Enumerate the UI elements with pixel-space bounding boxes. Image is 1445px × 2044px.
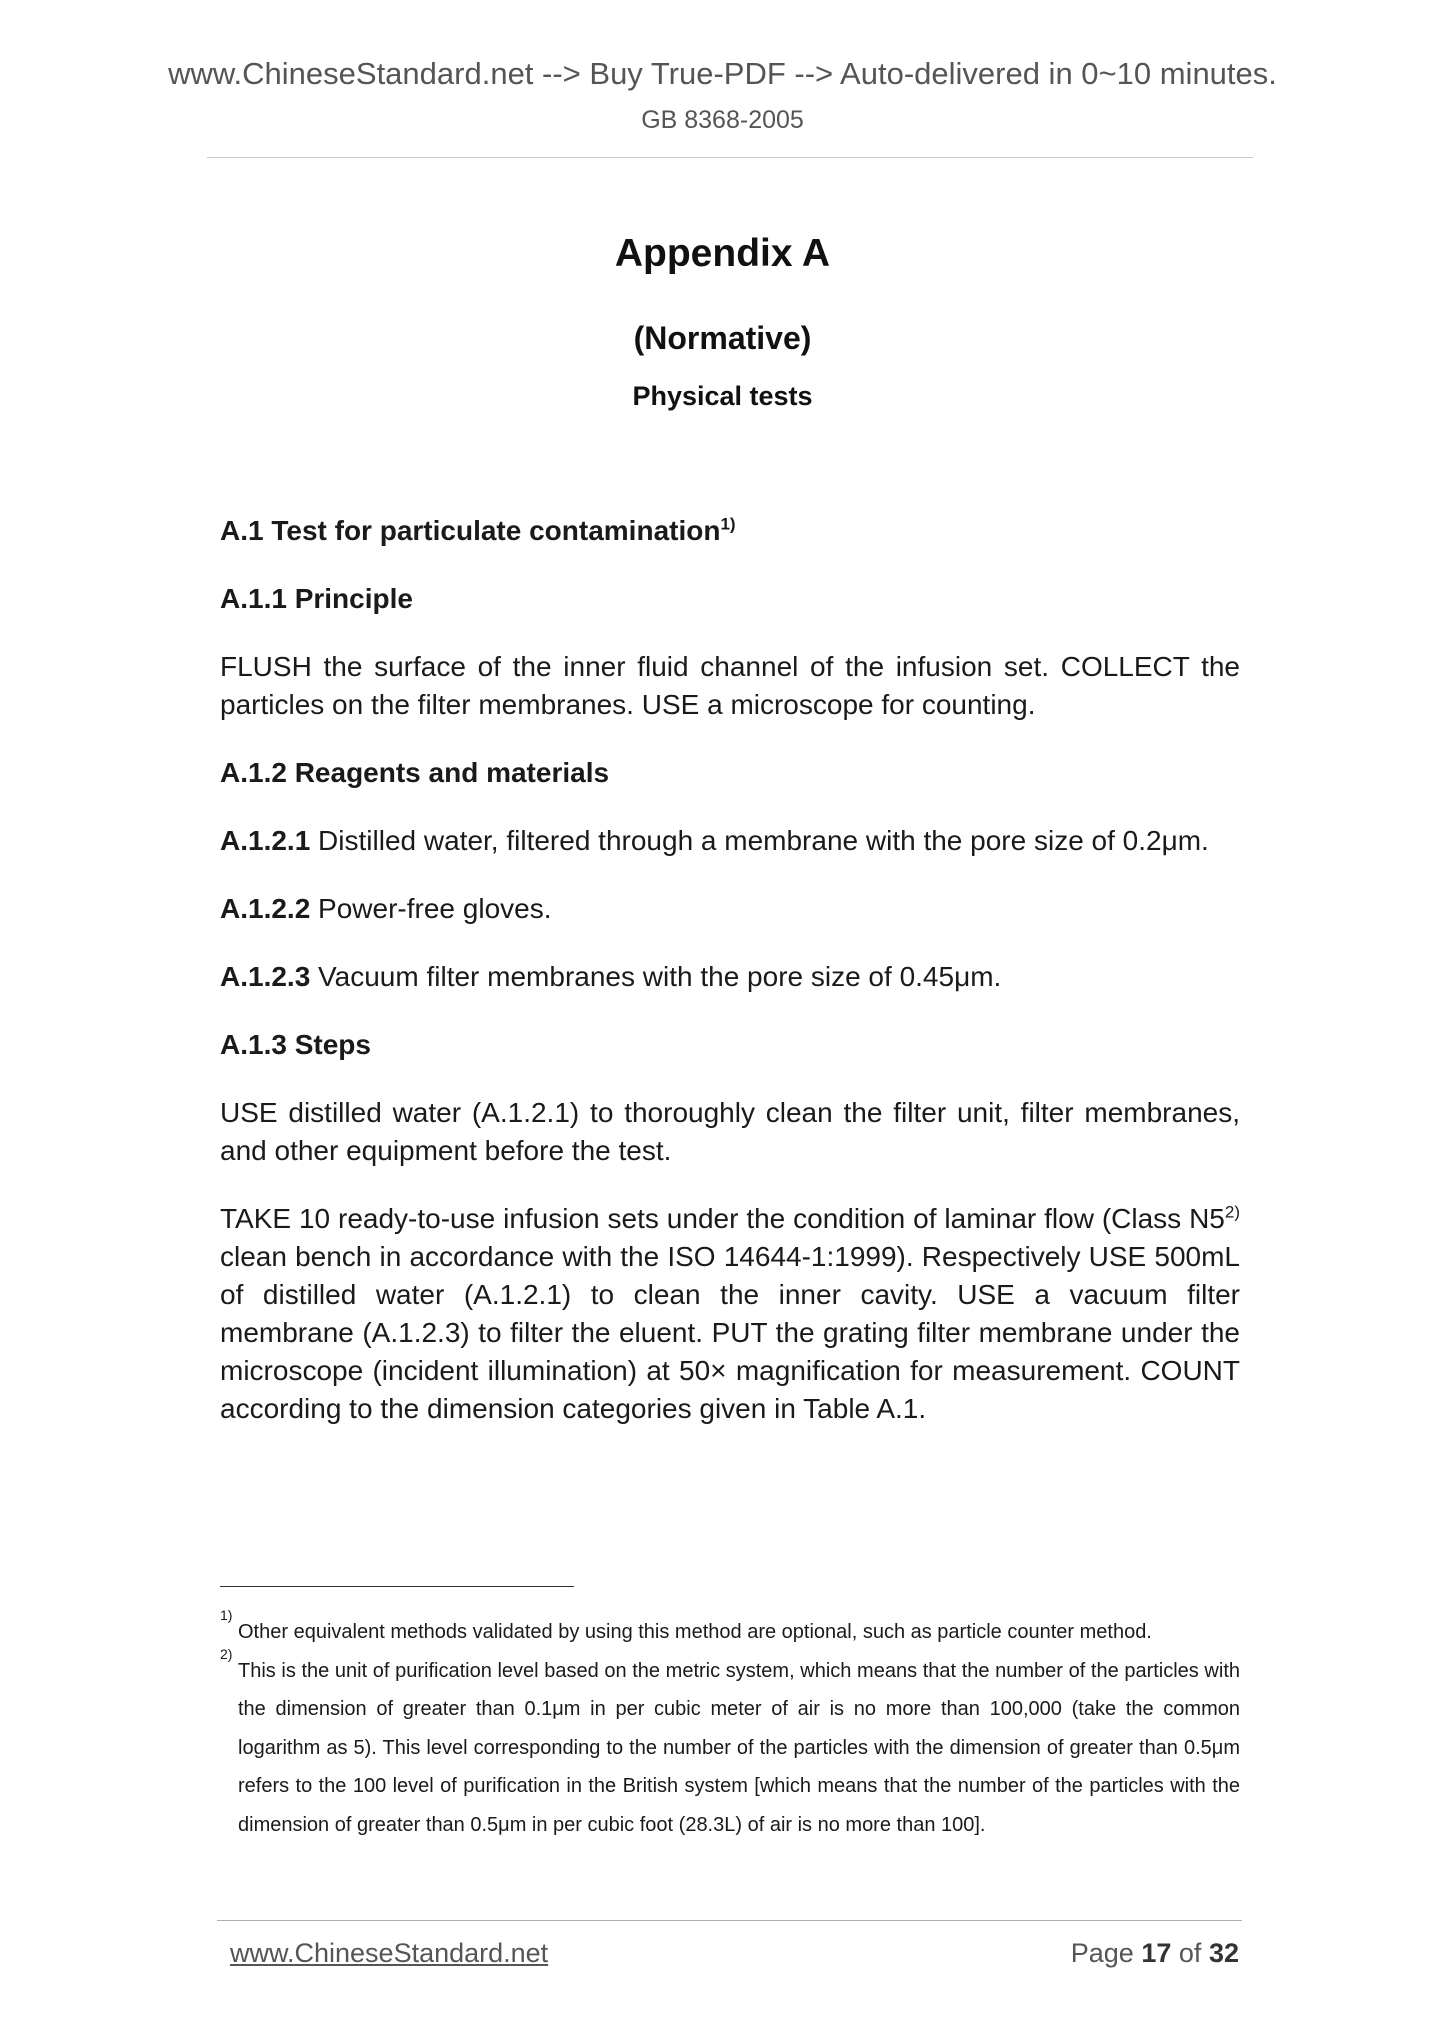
page-number xyxy=(1071,1938,1239,1969)
appendix-status: (Normative) xyxy=(633,320,812,356)
footnote-ref-2[interactable]: 2) xyxy=(1224,1202,1240,1222)
page-of: of xyxy=(1178,1938,1202,1968)
footnote-1-text: Other equivalent methods validated by using this method are optional, such as particle counter method. xyxy=(238,1621,1152,1643)
appendix-title: Appendix A xyxy=(614,232,831,275)
item-a122 xyxy=(220,890,1240,928)
appendix-subject: Physical tests xyxy=(632,381,813,411)
page-word: Page xyxy=(1070,1938,1134,1968)
item-a121 xyxy=(220,822,1240,860)
item-a121-number: A.1.2.1 xyxy=(220,825,311,856)
section-a1-title: A.1 Test for particulate contamination xyxy=(220,515,721,546)
header-divider xyxy=(207,157,1253,158)
section-a13-text2-part2: clean bench in accordance with the ISO 14644-1:1999). Respectively USE 500mL of distilled water (A.1.2.1) to clean the inner cavity. USE a vacuum filter membrane (A.1.2.3) to filter the eluent. PUT the grating filter membrane under the microscope (incident illumination) at 50× magnification for measurement. COUNT according to the dimension categories given in Table A.1. xyxy=(220,1241,1240,1424)
section-a13-heading: A.1.3 Steps xyxy=(220,1029,371,1060)
section-a13-text2 xyxy=(220,1200,1240,1428)
standard-code: GB 8368-2005 xyxy=(641,106,804,134)
item-a123-text: Vacuum filter membranes with the pore size of 0.45μm. xyxy=(310,961,1002,992)
item-a123-number: A.1.2.3 xyxy=(220,961,311,992)
page-current: 17 xyxy=(1141,1938,1172,1968)
document-body xyxy=(220,512,1240,1458)
section-a11-text: FLUSH the surface of the inner fluid channel of the infusion set. COLLECT the particles on the filter membranes. USE a microscope for counting. xyxy=(220,651,1240,720)
section-a11-heading: A.1.1 Principle xyxy=(220,583,413,614)
item-a123 xyxy=(220,958,1240,996)
section-a1-heading xyxy=(220,512,1240,550)
footnotes xyxy=(220,1607,1240,1844)
footnote-divider xyxy=(220,1586,574,1587)
section-a12-heading: A.1.2 Reagents and materials xyxy=(220,757,610,788)
item-a122-number: A.1.2.2 xyxy=(220,893,311,924)
footnote-ref-1[interactable]: 1) xyxy=(720,514,736,534)
footnote-2-text: This is the unit of purification level based on the metric system, which means that the number of the particles with the dimension of greater than 0.1μm in per cubic meter of air is no more than 100,000 (take the common logarithm as 5). This level corresponding to the number of the particles with the dimension of greater than 0.5μm refers to the 100 level of purification in the British system [which means that the number of the particles with the dimension of greater than 0.5μm in per cubic foot (28.3L) of air is no more than 100]. xyxy=(238,1659,1240,1836)
footnote-1-mark: 1) xyxy=(220,1607,233,1623)
header-banner: www.ChineseStandard.net --> Buy True-PDF --> Auto-delivered in 0~10 minutes. xyxy=(168,56,1277,91)
item-a121-text: Distilled water, filtered through a membrane with the pore size of 0.2μm. xyxy=(310,825,1209,856)
footnote-1 xyxy=(220,1607,1240,1652)
section-a13-text2-part1: TAKE 10 ready-to-use infusion sets under the condition of laminar flow (Class N5 xyxy=(220,1203,1225,1234)
footnote-2 xyxy=(220,1645,1240,1845)
section-a13-text1: USE distilled water (A.1.2.1) to thoroughly clean the filter unit, filter membranes, and other equipment before the test. xyxy=(220,1097,1240,1166)
footer-site-link[interactable]: www.ChineseStandard.net xyxy=(230,1938,549,1968)
page-total: 32 xyxy=(1208,1938,1239,1968)
footnote-2-mark: 2) xyxy=(220,1645,233,1662)
footer-divider xyxy=(217,1920,1242,1921)
item-a122-text: Power-free gloves. xyxy=(310,893,552,924)
